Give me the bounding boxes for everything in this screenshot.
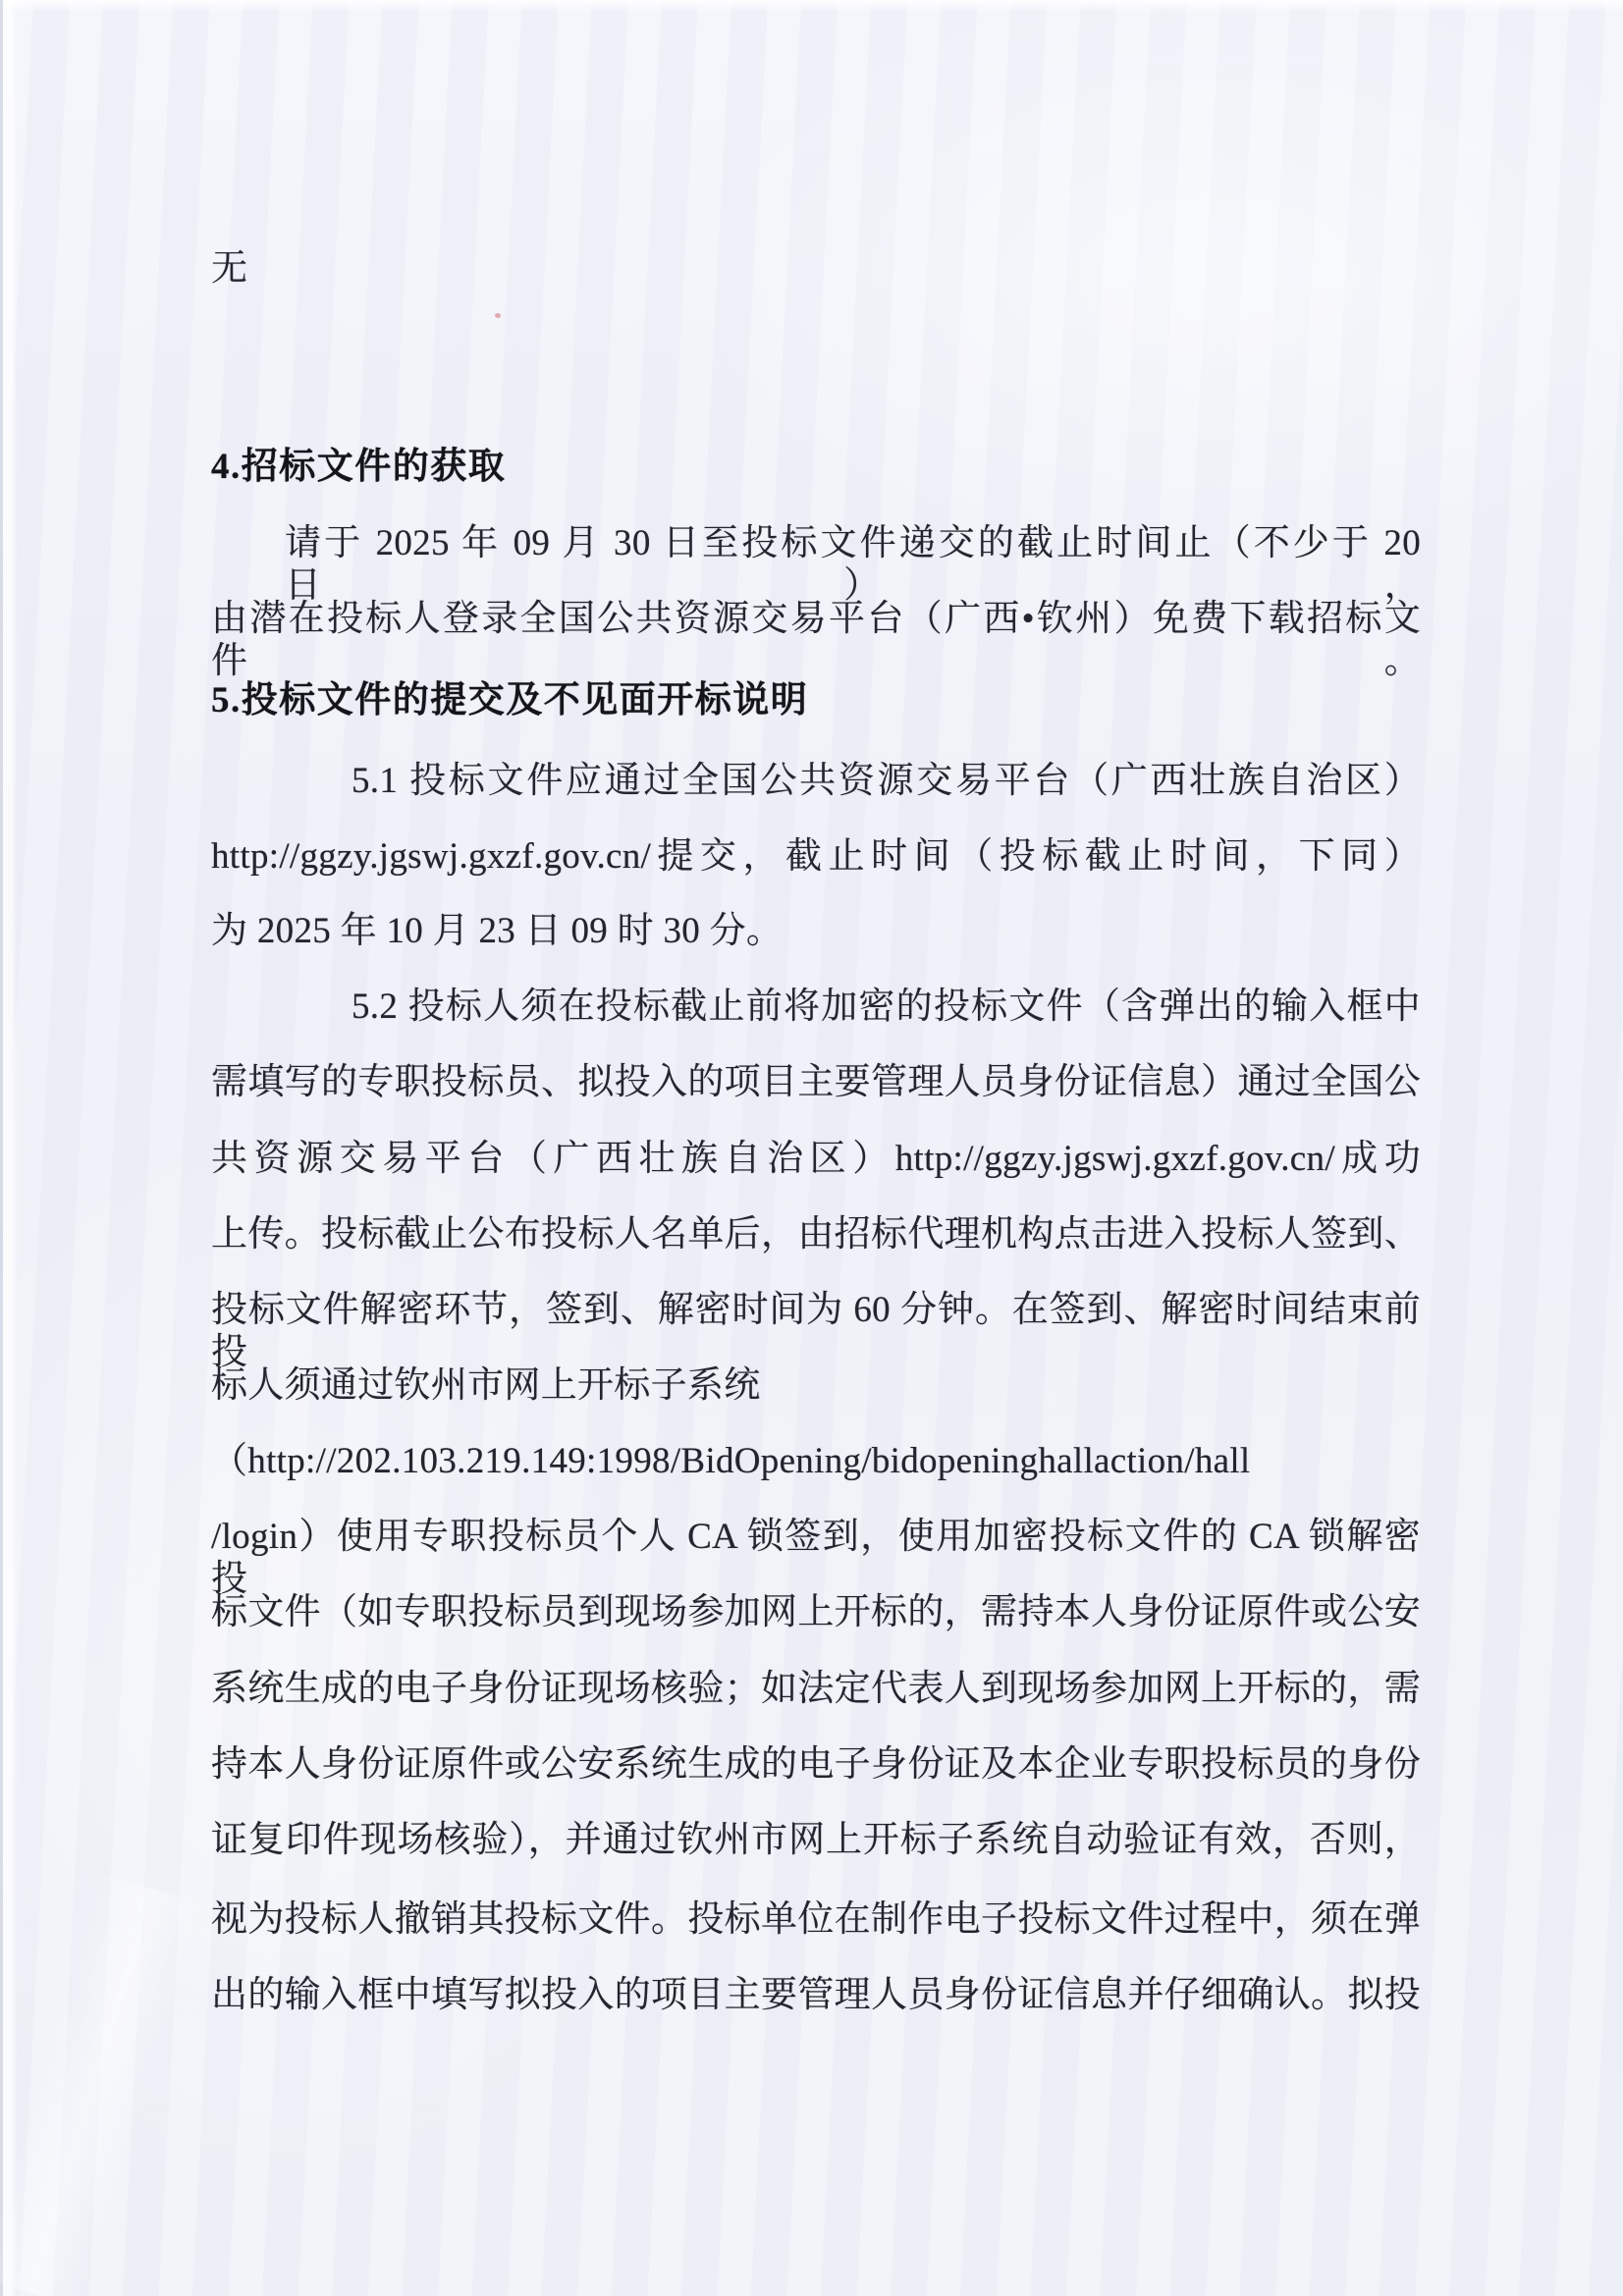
text-line: 上传。投标截止公布投标人名单后，由招标代理机构点击进入投标人签到、	[211, 1214, 1421, 1255]
text-line: 持本人身份证原件或公安系统生成的电子身份证及本企业专职投标员的身份	[211, 1744, 1421, 1785]
text-line: 投标文件解密环节，签到、解密时间为 60 分钟。在签到、解密时间结束前投	[211, 1290, 1421, 1372]
text-line: 请于 2025 年 09 月 30 日至投标文件递交的截止时间止（不少于 20 日），	[285, 523, 1421, 606]
text-line: 为 2025 年 10 月 23 日 09 时 30 分。	[211, 911, 784, 951]
section-4-heading: 4.招标文件的获取	[211, 447, 507, 487]
paper-crease	[0, 1873, 204, 2296]
text-line: 5.2 投标人须在投标截止前将加密的投标文件（含弹出的输入框中	[352, 987, 1421, 1027]
text-line: 视为投标人撤销其投标文件。投标单位在制作电子投标文件过程中，须在弹	[211, 1899, 1421, 1940]
text-line: http://ggzy.jgswj.gxzf.gov.cn/提交，截止时间（投标截止时间，下同）	[211, 836, 1421, 877]
text-line: 出的输入框中填写拟投入的项目主要管理人员身份证信息并仔细确认。拟投	[211, 1975, 1421, 2015]
text-line: 标人须通过钦州市网上开标子系统	[211, 1365, 761, 1406]
preamble-text: 无	[211, 248, 248, 289]
text-line: 标文件（如专职投标员到现场参加网上开标的，需持本人身份证原件或公安	[211, 1592, 1421, 1632]
text-line: 由潜在投标人登录全国公共资源交易平台（广西•钦州）免费下载招标文件。	[211, 599, 1421, 681]
text-line: 证复印件现场核验），并通过钦州市网上开标子系统自动验证有效，否则，	[211, 1820, 1421, 1860]
text-line: /login）使用专职投标员个人 CA 锁签到，使用加密投标文件的 CA 锁解密投	[211, 1517, 1421, 1599]
text-line: 5.1 投标文件应通过全国公共资源交易平台（广西壮族自治区）	[352, 761, 1421, 801]
text-line: 系统生成的电子身份证现场核验；如法定代表人到现场参加网上开标的，需	[211, 1669, 1421, 1709]
text-column	[211, 0, 1421, 2296]
text-line: （http://202.103.219.149:1998/BidOpening/bidopeninghallaction/hall	[211, 1441, 1251, 1481]
section-5-heading: 5.投标文件的提交及不见面开标说明	[211, 680, 809, 721]
scan-edge-left	[0, 0, 18, 2296]
text-line: 共资源交易平台（广西壮族自治区）http://ggzy.jgswj.gxzf.gov.cn/成功	[211, 1139, 1421, 1179]
text-line: 需填写的专职投标员、拟投入的项目主要管理人员身份证信息）通过全国公	[211, 1062, 1421, 1102]
